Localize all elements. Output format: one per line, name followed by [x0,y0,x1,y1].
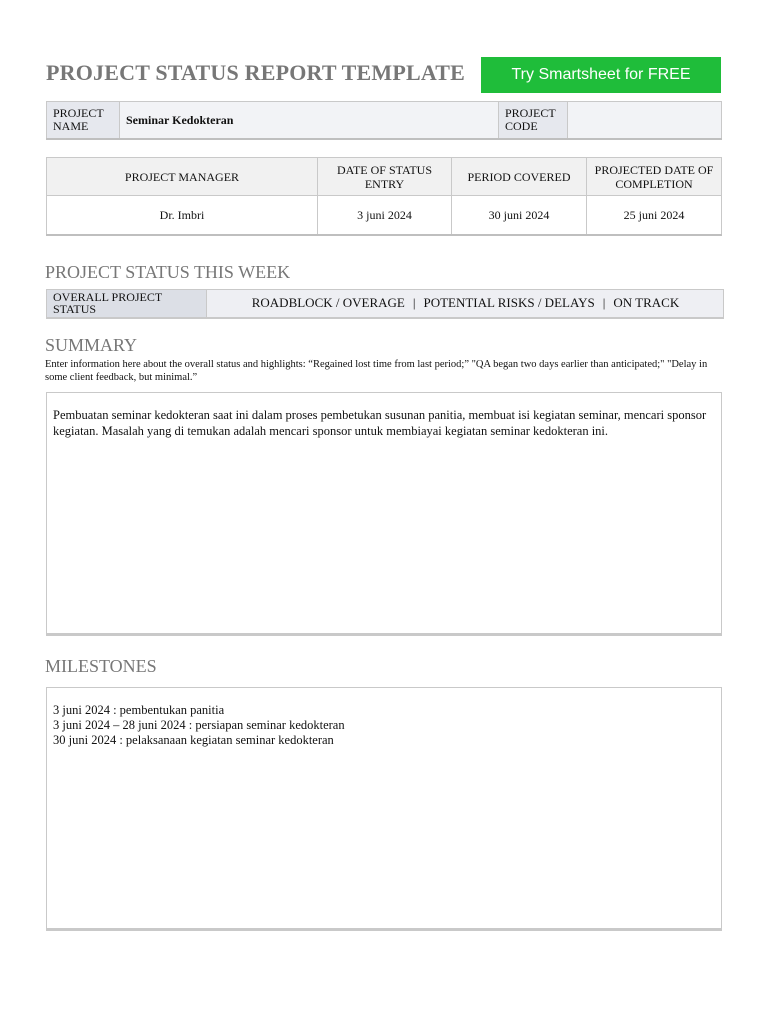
try-smartsheet-button[interactable]: Try Smartsheet for FREE [481,57,721,93]
page-title: PROJECT STATUS REPORT TEMPLATE [46,60,466,85]
status-options [208,290,723,317]
status-option-risks[interactable]: POTENTIAL RISKS / DELAYS [423,295,595,310]
period-covered-field[interactable]: 30 juni 2024 [452,196,587,236]
milestones-heading: MILESTONES [45,656,157,676]
projected-completion-field[interactable]: 25 juni 2024 [587,196,722,236]
status-entry-date-field[interactable]: 3 juni 2024 [318,196,452,236]
project-name-table [46,101,722,140]
project-code-field[interactable] [568,102,722,140]
project-name-label: PROJECT NAME [47,102,120,140]
summary-instructions: Enter information here about the overall status and highlights: “Regained lost time from last period;” "QA began two days earlier than anticipated;" "Delay in some client feedback, but minimal.” [45,359,708,383]
status-option-roadblock[interactable]: ROADBLOCK / OVERAGE [251,295,405,310]
status-separator: | [602,295,606,310]
status-option-on-track[interactable]: ON TRACK [613,295,680,310]
project-manager-field[interactable]: Dr. Imbri [47,196,318,236]
projected-completion-header: PROJECTED DATE OF COMPLETION [587,158,722,196]
project-manager-header: PROJECT MANAGER [47,158,318,196]
summary-heading: SUMMARY [45,335,138,355]
status-entry-date-header: DATE OF STATUS ENTRY [318,158,452,196]
project-name-field[interactable]: Seminar Kedokteran [120,102,499,140]
overall-status-label: OVERALL PROJECT STATUS [47,290,207,317]
summary-textbox[interactable]: Pembuatan seminar kedokteran saat ini dalam proses pembetukan susunan panitia, membuat isi kegiatan seminar, mencari sponsor kegiatan. Masalah yang di temukan adalah mencari sponsor untuk membiayai kegiatan seminar kedokteran ini. [46,392,722,636]
period-covered-header: PERIOD COVERED [452,158,587,196]
status-week-heading: PROJECT STATUS THIS WEEK [45,262,291,282]
status-separator: | [412,295,416,310]
project-info-table [46,157,722,236]
overall-status-bar [46,289,724,319]
project-code-label: PROJECT CODE [499,102,568,140]
milestones-textbox[interactable]: 3 juni 2024 : pembentukan panitia 3 juni 2024 – 28 juni 2024 : persiapan seminar kedokteran 30 juni 2024 : pelaksanaan kegiatan seminar kedokteran [46,687,722,931]
